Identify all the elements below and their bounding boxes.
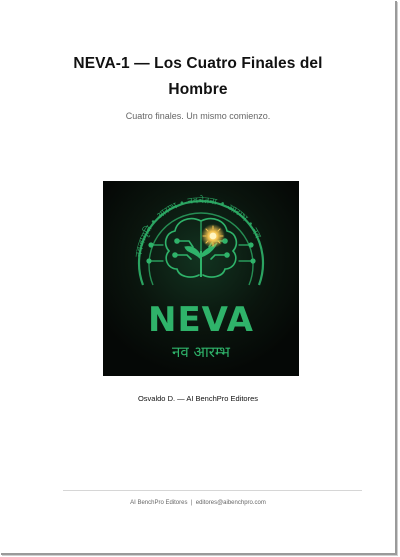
- logo-word: NEVA: [148, 300, 254, 340]
- sun-icon: [201, 224, 225, 248]
- footer-separator: |: [190, 500, 193, 506]
- footer-divider: [63, 490, 362, 491]
- footer-email[interactable]: editores@aibenchpro.com: [195, 500, 266, 506]
- cover-image: [103, 181, 299, 376]
- logo-tagline: नव आरम्भ: [172, 343, 230, 361]
- footer-publisher: AI BenchPro Editores: [130, 500, 188, 506]
- document-title: [21, 51, 375, 103]
- title-line-2: Hombre: [168, 81, 228, 98]
- title-line-1: NEVA-1 — Los Cuatro Finales del: [73, 55, 323, 72]
- ring-text: नवजागृति • आरम्भ • नवचेतना • आरम्भ • नव: [134, 195, 263, 258]
- document-page: [1, 1, 397, 555]
- page-footer: [21, 500, 375, 506]
- neva-logo: [103, 181, 299, 376]
- author-line: Osvaldo D. — AI BenchPro Editores: [137, 394, 259, 403]
- document-subtitle: Cuatro finales. Un mismo comienzo.: [125, 111, 271, 121]
